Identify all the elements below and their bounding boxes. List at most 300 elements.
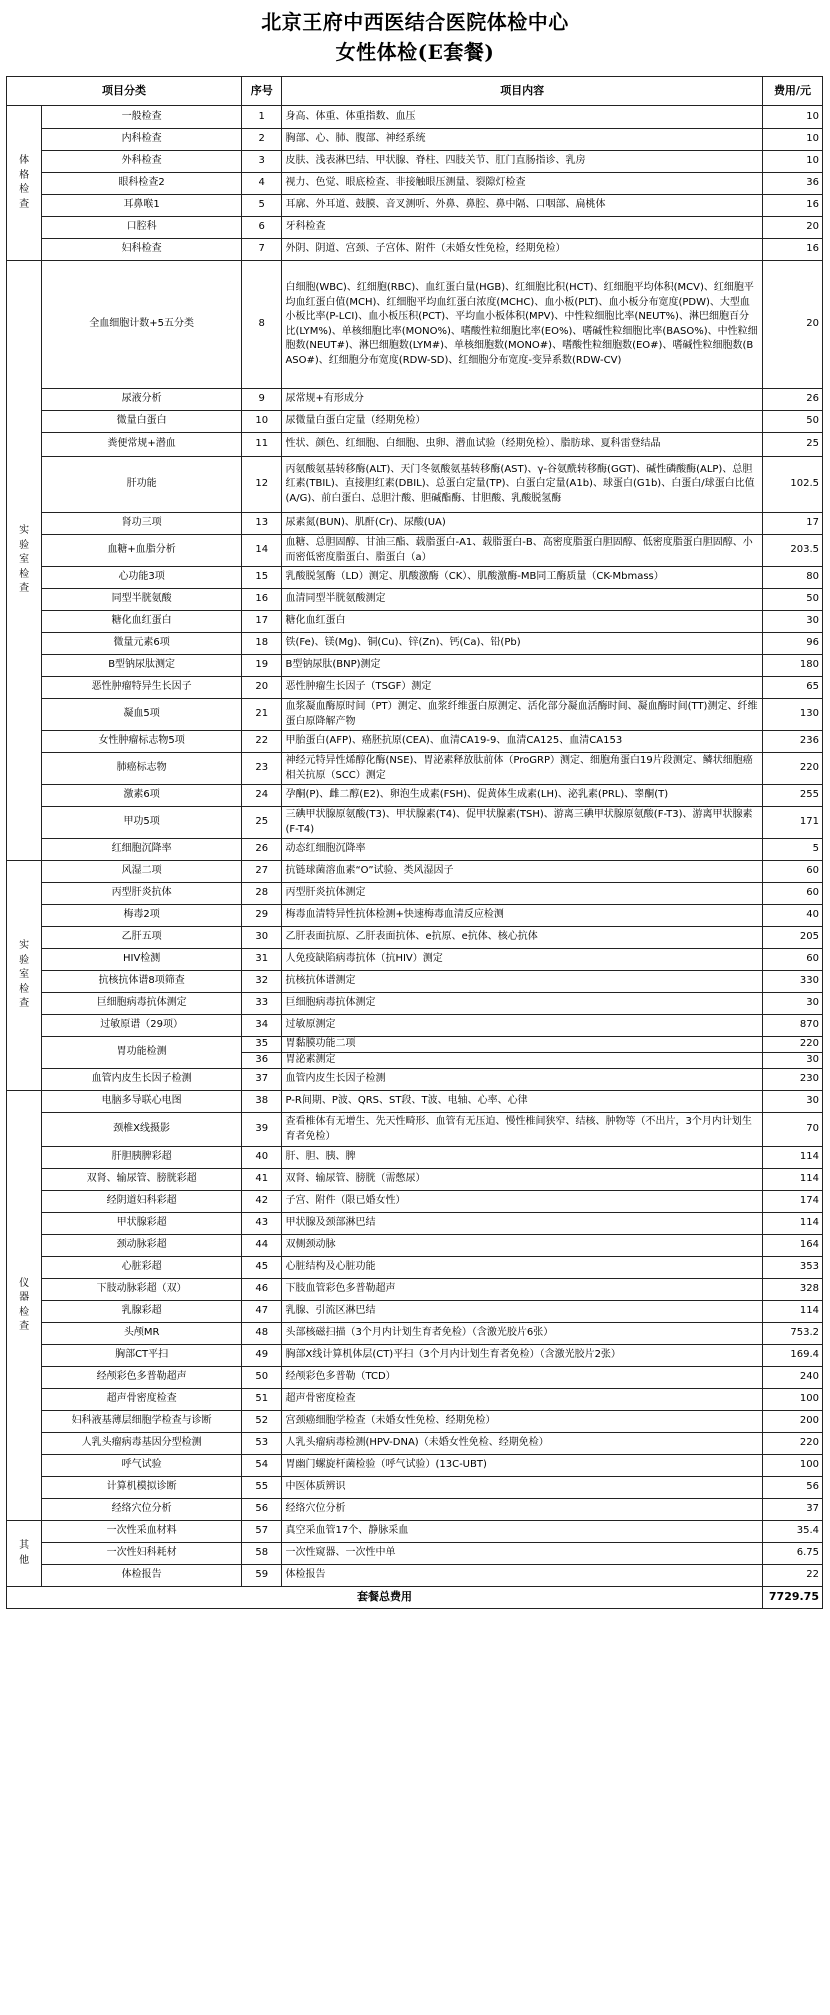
item-name: 超声骨密度检查 [42,1389,242,1411]
table-row [7,1323,823,1345]
exam-items-table [6,76,823,1609]
item-content: 梅毒血清特异性抗体检测+快速梅毒血清反应检测 [282,905,762,927]
item-content: 真空采血管17个、静脉采血 [282,1521,762,1543]
item-content: 白细胞(WBC)、红细胞(RBC)、血红蛋白量(HGB)、红细胞比积(HCT)、红细胞平均体积(MCV)、红细胞平均血红蛋白值(MCH)、红细胞平均血红蛋白浓度(MCHC)、血小板(PLT)、血小板分布宽度(PDW)、大型血小板比率(P-LCI)、血小板压积(PCT)、平均血小板体积(MPV)、中性粒细胞比率(NEUT%)、淋巴细胞百分比(LYM%)、单核细胞比率(MONO%)、嗜酸性粒细胞比率(EO%)、嗜碱性粒细胞比率(BASO%)、中性粒细胞数(NEUT#)、淋巴细胞数(LYM#)、单核细胞数(MONO#)、嗜酸性粒细胞数(EO#)、嗜碱性粒细胞数(BASO#)、红细胞分布宽度(RDW-SD)、红细胞分布宽度-变异系数(RDW-CV) [282,261,762,389]
item-name: 肾功三项 [42,513,242,535]
table-row [7,535,823,567]
item-fee: 37 [762,1499,822,1521]
item-fee: 220 [762,753,822,785]
table-row [7,1499,823,1521]
item-name: 乳腺彩超 [42,1301,242,1323]
item-name: 一般检查 [42,106,242,129]
table-row [7,839,823,861]
item-content: 胃黏膜功能二项 [282,1037,762,1053]
item-seq: 29 [242,905,282,927]
item-fee: 870 [762,1015,822,1037]
item-seq: 33 [242,993,282,1015]
item-name: 一次性采血材料 [42,1521,242,1543]
item-fee: 205 [762,927,822,949]
total-row [7,1587,823,1609]
table-row [7,589,823,611]
item-name: 糖化血红蛋白 [42,611,242,633]
item-name: 尿液分析 [42,389,242,411]
item-fee: 30 [762,611,822,633]
item-name: 眼科检查2 [42,173,242,195]
item-seq: 12 [242,457,282,513]
table-row [7,411,823,433]
item-fee: 100 [762,1455,822,1477]
item-seq: 21 [242,699,282,731]
item-seq: 49 [242,1345,282,1367]
table-row [7,1213,823,1235]
header-seq: 序号 [242,77,282,106]
item-seq: 59 [242,1565,282,1587]
item-fee: 30 [762,1053,822,1069]
table-row [7,1069,823,1091]
item-fee: 174 [762,1191,822,1213]
item-name: 血糖+血脂分析 [42,535,242,567]
item-fee: 5 [762,839,822,861]
header-content: 项目内容 [282,77,762,106]
item-content: 丙氨酸氨基转移酶(ALT)、天门冬氨酸氨基转移酶(AST)、γ-谷氨酰转移酶(GGT)、碱性磷酸酶(ALP)、总胆红素(TBIL)、直接胆红素(DBIL)、总蛋白定量(TP)、白蛋白定量(A1b)、球蛋白(G1b)、白蛋白/球蛋白比值(A/G)、前白蛋白、总胆汁酸、胆碱酯酶、甘胆酸、乳酸脱氢酶 [282,457,762,513]
item-content: 头部核磁扫描（3个月内计划生育者免检）（含激光胶片6张） [282,1323,762,1345]
item-seq: 46 [242,1279,282,1301]
item-fee: 230 [762,1069,822,1091]
item-fee: 60 [762,949,822,971]
item-seq: 22 [242,731,282,753]
hospital-title: 北京王府中西医结合医院体检中心 [261,10,569,34]
item-name: 经络穴位分析 [42,1499,242,1521]
item-name: 内科检查 [42,129,242,151]
item-name: 人乳头瘤病毒基因分型检测 [42,1433,242,1455]
item-fee: 102.5 [762,457,822,513]
item-name: 血管内皮生长因子检测 [42,1069,242,1091]
item-seq: 3 [242,151,282,173]
item-content: 子宫、附件（限已婚女性） [282,1191,762,1213]
table-row [7,195,823,217]
item-content: 尿常规+有形成分 [282,389,762,411]
item-seq: 26 [242,839,282,861]
item-seq: 58 [242,1543,282,1565]
item-name: 凝血5项 [42,699,242,731]
item-seq: 31 [242,949,282,971]
table-row [7,1147,823,1169]
item-name: 肝功能 [42,457,242,513]
table-row [7,1477,823,1499]
item-fee: 180 [762,655,822,677]
table-row [7,1411,823,1433]
category-label [7,1521,42,1587]
item-seq: 1 [242,106,282,129]
item-content: 尿素氮(BUN)、肌酐(Cr)、尿酸(UA) [282,513,762,535]
item-fee: 220 [762,1433,822,1455]
item-content: 神经元特异性烯醇化酶(NSE)、胃泌素释放肽前体（ProGRP）测定、细胞角蛋白19片段测定、鳞状细胞癌相关抗原（SCC）测定 [282,753,762,785]
table-row [7,753,823,785]
item-content: 经络穴位分析 [282,1499,762,1521]
item-name: 心功能3项 [42,567,242,589]
item-content: P-R间期、P波、QRS、ST段、T波、电轴、心率、心律 [282,1091,762,1113]
item-content: 铁(Fe)、镁(Mg)、铜(Cu)、锌(Zn)、钙(Ca)、铅(Pb) [282,633,762,655]
item-seq: 13 [242,513,282,535]
item-seq: 57 [242,1521,282,1543]
table-row [7,1113,823,1147]
item-content: 身高、体重、体重指数、血压 [282,106,762,129]
table-row [7,1433,823,1455]
item-content: 一次性窥器、一次性中单 [282,1543,762,1565]
item-seq: 28 [242,883,282,905]
item-seq: 9 [242,389,282,411]
item-fee: 60 [762,883,822,905]
table-row [7,106,823,129]
table-row [7,883,823,905]
item-content: 血清同型半胱氨酸测定 [282,589,762,611]
table-row [7,1169,823,1191]
item-fee: 114 [762,1147,822,1169]
item-name: 甲功5项 [42,807,242,839]
item-name: 梅毒2项 [42,905,242,927]
item-fee: 10 [762,151,822,173]
item-fee: 65 [762,677,822,699]
item-seq: 51 [242,1389,282,1411]
item-name: 红细胞沉降率 [42,839,242,861]
item-content: 中医体质辨识 [282,1477,762,1499]
item-seq: 43 [242,1213,282,1235]
item-fee: 36 [762,173,822,195]
item-seq: 53 [242,1433,282,1455]
item-fee: 114 [762,1169,822,1191]
item-seq: 47 [242,1301,282,1323]
item-content: 动态红细胞沉降率 [282,839,762,861]
item-content: 胃幽门螺旋杆菌检验（呼气试验）(13C-UBT) [282,1455,762,1477]
table-row [7,1345,823,1367]
item-fee: 171 [762,807,822,839]
table-row [7,785,823,807]
item-content: 胃泌素测定 [282,1053,762,1069]
item-fee: 6.75 [762,1543,822,1565]
item-seq: 24 [242,785,282,807]
item-name: 一次性妇科耗材 [42,1543,242,1565]
item-content: 胸部、心、肺、腹部、神经系统 [282,129,762,151]
item-content: 心脏结构及心脏功能 [282,1257,762,1279]
item-fee: 16 [762,239,822,261]
table-row [7,949,823,971]
item-name: 甲状腺彩超 [42,1213,242,1235]
item-seq: 50 [242,1367,282,1389]
item-name: 风湿二项 [42,861,242,883]
item-content: 体检报告 [282,1565,762,1587]
item-name: 双肾、输尿管、膀胱彩超 [42,1169,242,1191]
table-row [7,993,823,1015]
item-name: 头颅MR [42,1323,242,1345]
item-content: 尿微量白蛋白定量（经期免检） [282,411,762,433]
title-block [0,0,830,76]
table-row [7,261,823,389]
table-row [7,1367,823,1389]
item-content: 牙科检查 [282,217,762,239]
item-content: 人免疫缺陷病毒抗体（抗HIV）测定 [282,949,762,971]
table-row [7,1521,823,1543]
item-name: 颈动脉彩超 [42,1235,242,1257]
table-row [7,1091,823,1113]
item-name: 同型半胱氨酸 [42,589,242,611]
item-fee: 60 [762,861,822,883]
item-seq: 18 [242,633,282,655]
table-row [7,1037,823,1053]
item-content: 性状、颜色、红细胞、白细胞、虫卵、潜血试验（经期免检）、脂肪球、夏科雷登结晶 [282,433,762,457]
item-fee: 203.5 [762,535,822,567]
category-label [7,261,42,861]
category-label [7,861,42,1091]
item-seq: 19 [242,655,282,677]
item-seq: 56 [242,1499,282,1521]
table-row [7,611,823,633]
item-name: 妇科检查 [42,239,242,261]
item-name: 下肢动脉彩超（双） [42,1279,242,1301]
table-row [7,1191,823,1213]
item-seq: 48 [242,1323,282,1345]
item-name: 呼气试验 [42,1455,242,1477]
item-name: 颈椎X线摄影 [42,1113,242,1147]
item-name: 妇科液基薄层细胞学检查与诊断 [42,1411,242,1433]
table-row [7,239,823,261]
item-name: 过敏原谱（29项） [42,1015,242,1037]
item-fee: 16 [762,195,822,217]
item-fee: 70 [762,1113,822,1147]
item-fee: 328 [762,1279,822,1301]
item-content: 糖化血红蛋白 [282,611,762,633]
item-fee: 25 [762,433,822,457]
item-seq: 39 [242,1113,282,1147]
item-fee: 26 [762,389,822,411]
item-seq: 8 [242,261,282,389]
table-row [7,807,823,839]
table-row [7,129,823,151]
table-row [7,1235,823,1257]
item-seq: 10 [242,411,282,433]
item-fee: 20 [762,261,822,389]
item-seq: 54 [242,1455,282,1477]
item-fee: 240 [762,1367,822,1389]
item-fee: 236 [762,731,822,753]
item-fee: 50 [762,589,822,611]
header-category: 项目分类 [7,77,242,106]
table-row [7,1543,823,1565]
item-name: 全血细胞计数+5五分类 [42,261,242,389]
item-seq: 11 [242,433,282,457]
item-name: 计算机模拟诊断 [42,1477,242,1499]
item-seq: 34 [242,1015,282,1037]
item-name: 心脏彩超 [42,1257,242,1279]
item-name: 抗核抗体谱8项筛查 [42,971,242,993]
table-row [7,1301,823,1323]
item-name: 电脑多导联心电图 [42,1091,242,1113]
item-fee: 130 [762,699,822,731]
item-content: 抗核抗体谱测定 [282,971,762,993]
item-name: 恶性肿瘤特异生长因子 [42,677,242,699]
item-content: 查看椎体有无增生、先天性畸形、血管有无压迫、慢性椎间狭窄、结核、肿物等（不出片，3个月内计划生育者免检） [282,1113,762,1147]
item-seq: 55 [242,1477,282,1499]
item-fee: 255 [762,785,822,807]
table-header-row [7,77,823,106]
table-row [7,699,823,731]
item-name: 体检报告 [42,1565,242,1587]
item-fee: 22 [762,1565,822,1587]
total-fee: 7729.75 [762,1587,822,1609]
item-content: 三碘甲状腺原氨酸(T3)、甲状腺素(T4)、促甲状腺素(TSH)、游离三碘甲状腺原氨酸(F-T3)、游离甲状腺素(F-T4) [282,807,762,839]
category-label [7,1091,42,1521]
package-title: 女性体检(E套餐) [335,40,495,64]
table-row [7,1455,823,1477]
item-fee: 114 [762,1213,822,1235]
item-content: 血管内皮生长因子检测 [282,1069,762,1091]
item-seq: 20 [242,677,282,699]
header-fee: 费用/元 [762,77,822,106]
table-row [7,633,823,655]
table-row [7,567,823,589]
item-content: 乳酸脱氢酶（LD）测定、肌酸激酶（CK）、肌酸激酶-MB同工酶质量（CK-Mbmass） [282,567,762,589]
item-name: 乙肝五项 [42,927,242,949]
item-content: 血浆凝血酶原时间（PT）测定、血浆纤维蛋白原测定、活化部分凝血活酶时间、凝血酶时间(TT)测定、纤维蛋白原降解产物 [282,699,762,731]
table-row [7,677,823,699]
item-fee: 80 [762,567,822,589]
table-row [7,151,823,173]
item-fee: 30 [762,1091,822,1113]
item-fee: 169.4 [762,1345,822,1367]
item-seq: 30 [242,927,282,949]
item-seq: 2 [242,129,282,151]
item-content: 下肢血管彩色多普勒超声 [282,1279,762,1301]
table-row [7,513,823,535]
item-content: 乳腺、引流区淋巴结 [282,1301,762,1323]
category-label [7,106,42,261]
category-label-text: 其他 [19,1540,30,1566]
item-fee: 96 [762,633,822,655]
category-label-text: 体格检查 [19,155,30,210]
table-row [7,1257,823,1279]
item-name: 丙型肝炎抗体 [42,883,242,905]
item-seq: 4 [242,173,282,195]
item-content: 宫颈癌细胞学检查（未婚女性免检、经期免检） [282,1411,762,1433]
table-row [7,457,823,513]
item-content: 外阴、阴道、宫颈、子宫体、附件（未婚女性免检，经期免检） [282,239,762,261]
item-content: 双肾、输尿管、膀胱（需憋尿） [282,1169,762,1191]
item-content: 巨细胞病毒抗体测定 [282,993,762,1015]
item-fee: 35.4 [762,1521,822,1543]
item-seq: 17 [242,611,282,633]
item-content: 肝、胆、胰、脾 [282,1147,762,1169]
item-seq: 44 [242,1235,282,1257]
category-label-text: 实验室检查 [19,940,30,1010]
item-seq: 16 [242,589,282,611]
table-row [7,655,823,677]
item-seq: 37 [242,1069,282,1091]
table-row [7,927,823,949]
item-seq: 6 [242,217,282,239]
table-row [7,861,823,883]
item-seq: 23 [242,753,282,785]
item-content: B型钠尿肽(BNP)测定 [282,655,762,677]
item-name: 耳鼻喉1 [42,195,242,217]
item-seq: 42 [242,1191,282,1213]
item-fee: 30 [762,993,822,1015]
item-content: 双侧颈动脉 [282,1235,762,1257]
item-fee: 164 [762,1235,822,1257]
item-fee: 40 [762,905,822,927]
category-label-text: 仪器检查 [19,1277,30,1332]
exam-table-body [7,106,823,1609]
item-name: 经颅彩色多普勒超声 [42,1367,242,1389]
item-content: 皮肤、浅表淋巴结、甲状腺、脊柱、四肢关节、肛门直肠指诊、乳房 [282,151,762,173]
item-fee: 20 [762,217,822,239]
table-row [7,1565,823,1587]
item-name: 粪便常规+潜血 [42,433,242,457]
item-name: 胸部CT平扫 [42,1345,242,1367]
item-content: 抗链球菌溶血素“O”试验、类风湿因子 [282,861,762,883]
table-row [7,217,823,239]
item-seq: 52 [242,1411,282,1433]
item-fee: 100 [762,1389,822,1411]
item-seq: 7 [242,239,282,261]
item-name: 肝胆胰脾彩超 [42,1147,242,1169]
item-seq: 27 [242,861,282,883]
item-content: 耳廓、外耳道、鼓膜、音叉测听、外鼻、鼻腔、鼻中隔、口咽部、扁桃体 [282,195,762,217]
item-seq: 38 [242,1091,282,1113]
item-fee: 114 [762,1301,822,1323]
table-row [7,731,823,753]
item-seq: 40 [242,1147,282,1169]
item-name: 女性肿瘤标志物5项 [42,731,242,753]
table-row [7,971,823,993]
table-row [7,1279,823,1301]
item-name: 巨细胞病毒抗体测定 [42,993,242,1015]
item-content: 超声骨密度检查 [282,1389,762,1411]
item-fee: 10 [762,129,822,151]
item-content: 乙肝表面抗原、乙肝表面抗体、e抗原、e抗体、核心抗体 [282,927,762,949]
table-row [7,389,823,411]
item-name: 微量白蛋白 [42,411,242,433]
table-row [7,1389,823,1411]
item-seq: 41 [242,1169,282,1191]
category-label-text: 实验室检查 [19,525,30,595]
item-content: 孕酮(P)、雌二醇(E2)、卵泡生成素(FSH)、促黄体生成素(LH)、泌乳素(PRL)、睾酮(T) [282,785,762,807]
table-row [7,433,823,457]
item-name: 胃功能检测 [42,1037,242,1069]
table-row [7,1015,823,1037]
item-content: 经颅彩色多普勒（TCD） [282,1367,762,1389]
item-name: 微量元素6项 [42,633,242,655]
item-content: 恶性肿瘤生长因子（TSGF）测定 [282,677,762,699]
item-name: HIV检测 [42,949,242,971]
item-seq: 14 [242,535,282,567]
item-fee: 17 [762,513,822,535]
item-fee: 330 [762,971,822,993]
total-label: 套餐总费用 [7,1587,763,1609]
item-content: 甲胎蛋白(AFP)、癌胚抗原(CEA)、血清CA19-9、血清CA125、血清CA153 [282,731,762,753]
item-name: 经阴道妇科彩超 [42,1191,242,1213]
item-fee: 56 [762,1477,822,1499]
item-content: 人乳头瘤病毒检测(HPV-DNA)（未婚女性免检、经期免检） [282,1433,762,1455]
item-seq: 35 [242,1037,282,1053]
item-seq: 32 [242,971,282,993]
item-seq: 5 [242,195,282,217]
item-fee: 50 [762,411,822,433]
item-fee: 10 [762,106,822,129]
item-seq: 45 [242,1257,282,1279]
item-fee: 220 [762,1037,822,1053]
item-fee: 753.2 [762,1323,822,1345]
item-content: 丙型肝炎抗体测定 [282,883,762,905]
table-row [7,905,823,927]
